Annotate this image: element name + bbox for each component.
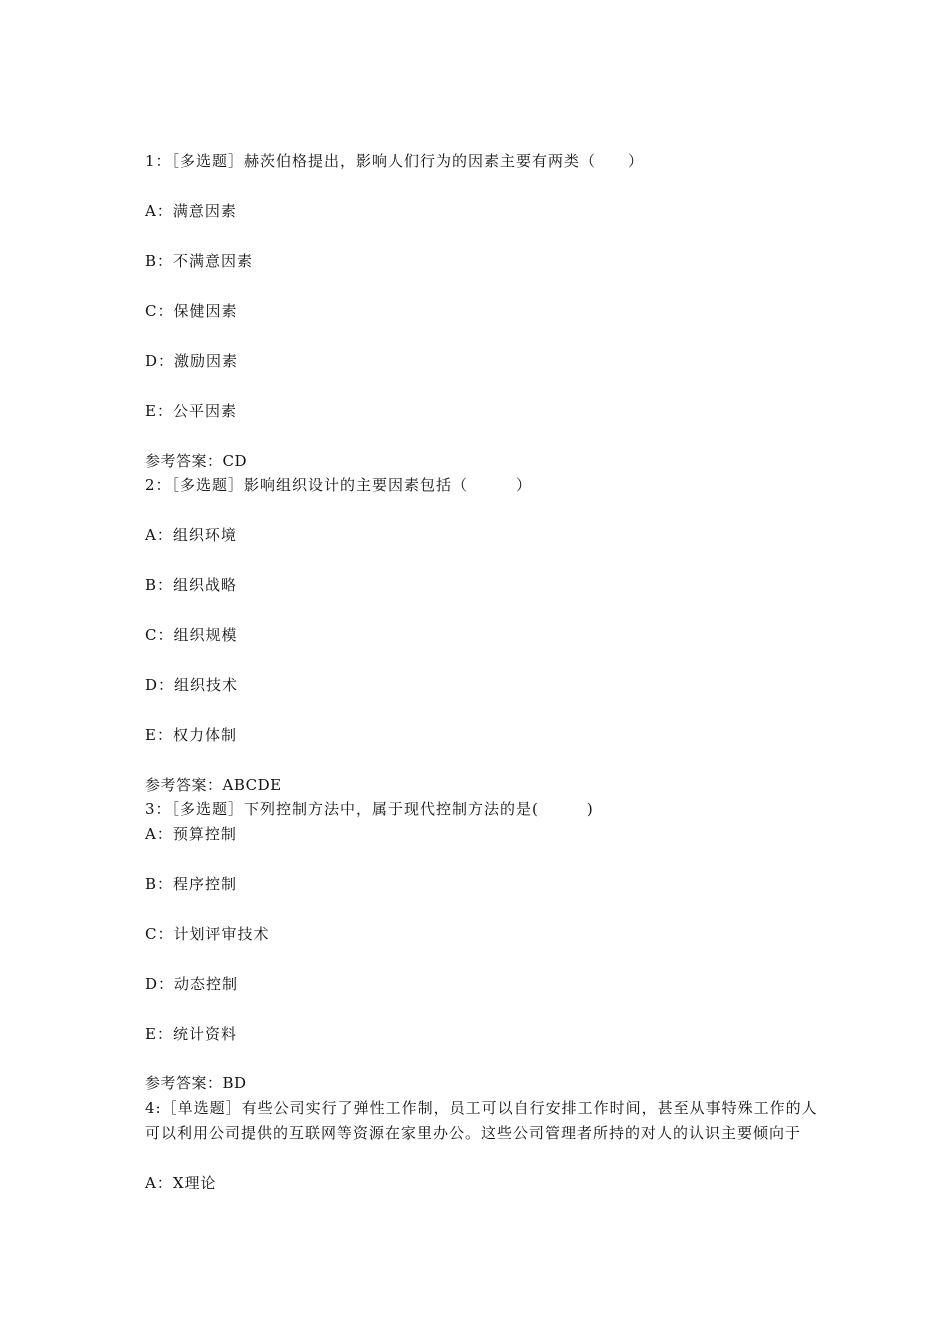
- question-2-option-c: C：组织规模: [145, 626, 238, 644]
- question-4-option-a: A：X理论: [145, 1174, 217, 1192]
- question-1-option-c: C：保健因素: [145, 302, 238, 320]
- question-1-stem: 1：［多选题］赫茨伯格提出，影响人们行为的因素主要有两类（ ）: [145, 152, 645, 170]
- question-2-answer: 参考答案：ABCDE: [145, 776, 282, 794]
- question-3-option-e: E：统计资料: [145, 1025, 237, 1043]
- question-1-option-a: A：满意因素: [145, 202, 237, 220]
- question-2-option-a: A：组织环境: [145, 526, 237, 544]
- question-4-stem: 4:［单选题］有些公司实行了弹性工作制，员工可以自行安排工作时间，甚至从事特殊工作的人可以利用公司提供的互联网等资源在家里办公。这些公司管理者所持的对人的认识主要倾向于: [145, 1099, 818, 1142]
- question-2-option-b: B：组织战略: [145, 576, 238, 594]
- question-2-option-d: D：组织技术: [145, 676, 239, 694]
- question-2-stem: 2：［多选题］影响组织设计的主要因素包括（ ）: [145, 476, 533, 494]
- question-1-option-e: E：公平因素: [145, 402, 237, 420]
- question-3-answer: 参考答案：BD: [145, 1074, 247, 1092]
- question-3-stem: 3：［多选题］下列控制方法中，属于现代控制方法的是( ): [145, 800, 594, 818]
- question-2-option-e: E：权力体制: [145, 726, 237, 744]
- question-1-option-d: D：激励因素: [145, 352, 239, 370]
- question-1-answer: 参考答案：CD: [145, 452, 248, 470]
- question-1-option-b: B：不满意因素: [145, 252, 254, 270]
- question-3-option-b: B：程序控制: [145, 875, 238, 893]
- question-3-option-a: A：预算控制: [145, 825, 237, 843]
- question-3-option-d: D：动态控制: [145, 975, 239, 993]
- question-3-option-c: C：计划评审技术: [145, 925, 270, 943]
